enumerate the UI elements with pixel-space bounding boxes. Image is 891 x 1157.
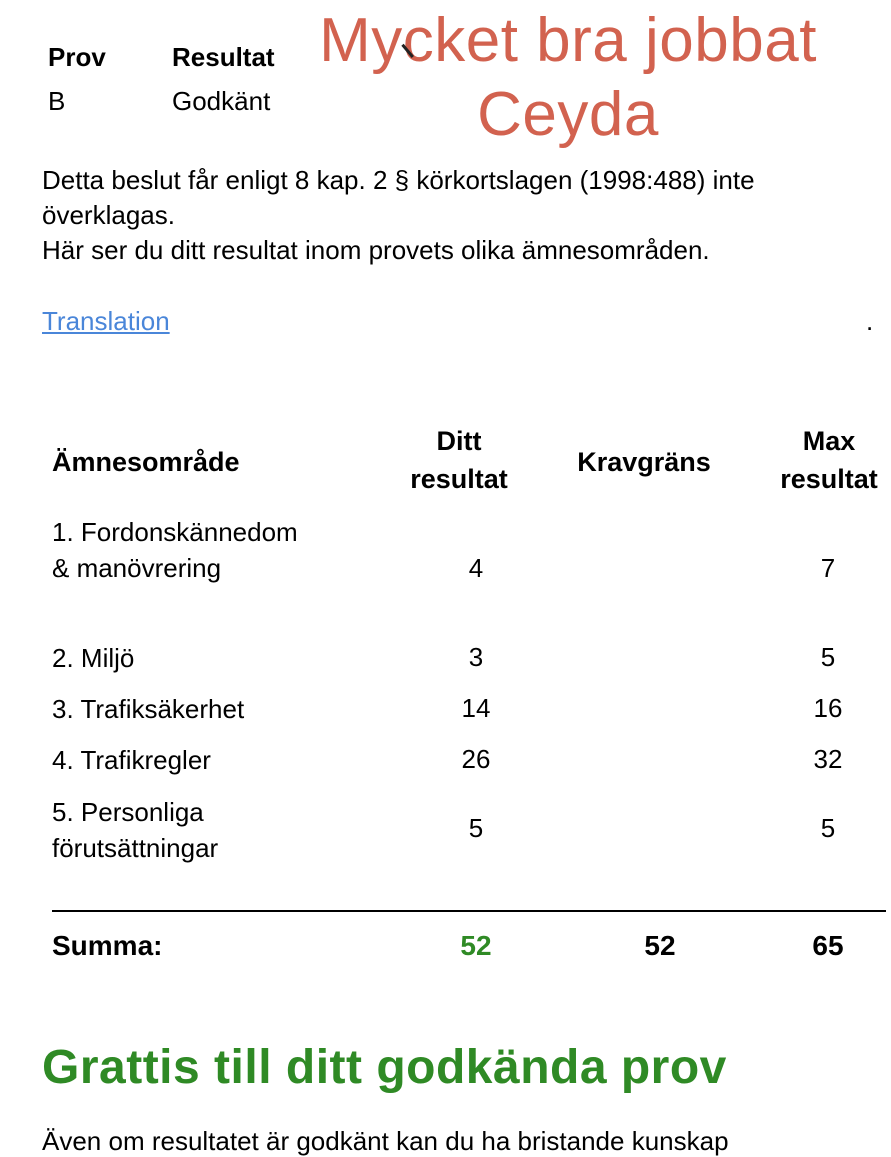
table-row-max: 5	[820, 813, 836, 843]
result-intro-paragraph: Här ser du ditt resultat inom provets olika ämnesområden.	[42, 235, 710, 265]
table-row-max: 5	[820, 642, 836, 672]
table-row-ditt: 4	[468, 553, 484, 583]
sum-ditt-resultat: 52	[460, 930, 492, 961]
table-row-area: 1. Fordonskännedom & manövrering	[52, 517, 298, 583]
table-row-max: 16	[813, 693, 843, 723]
table-row-max: 7	[820, 553, 836, 583]
col-header-kravgrans: Kravgräns	[577, 447, 711, 477]
overlay-note	[268, 4, 868, 152]
table-row-area: 3. Trafiksäkerhet	[52, 694, 245, 724]
col-header-area: Ämnesområde	[52, 447, 240, 477]
table-row-ditt: 26	[461, 744, 491, 774]
prov-label: Prov	[48, 42, 106, 72]
table-row-ditt: 14	[461, 693, 491, 723]
cutoff-paragraph: Även om resultatet är godkänt kan du ha bristande kunskap	[42, 1126, 729, 1156]
result-value: Godkänt	[172, 86, 271, 116]
sum-divider	[52, 910, 886, 912]
prov-value: B	[48, 86, 66, 116]
table-row-area: 5. Personliga förutsättningar	[52, 797, 219, 863]
decision-paragraph: Detta beslut får enligt 8 kap. 2 § körkortslagen (1998:488) inte överklagas.	[42, 165, 755, 230]
overlay-note-line1: Mycket bra jobbat	[319, 6, 817, 75]
table-row-max: 32	[813, 744, 843, 774]
col-header-max-resultat: Max resultat	[780, 426, 878, 494]
translation-link[interactable]: Translation	[42, 306, 170, 336]
sum-kravgrans: 52	[644, 930, 676, 961]
sum-label: Summa:	[52, 930, 163, 961]
result-label: Resultat	[172, 42, 275, 72]
table-row-ditt: 5	[468, 813, 484, 843]
trailing-dot: .	[866, 306, 874, 336]
table-row-area: 4. Trafikregler	[52, 745, 211, 775]
congrats-heading: Grattis till ditt godkända prov	[42, 1041, 727, 1094]
sum-max-resultat: 65	[812, 930, 844, 961]
table-row-ditt: 3	[468, 642, 484, 672]
table-row-area: 2. Miljö	[52, 643, 135, 673]
overlay-note-line2: Ceyda	[477, 80, 659, 149]
col-header-ditt-resultat: Ditt resultat	[410, 426, 508, 494]
